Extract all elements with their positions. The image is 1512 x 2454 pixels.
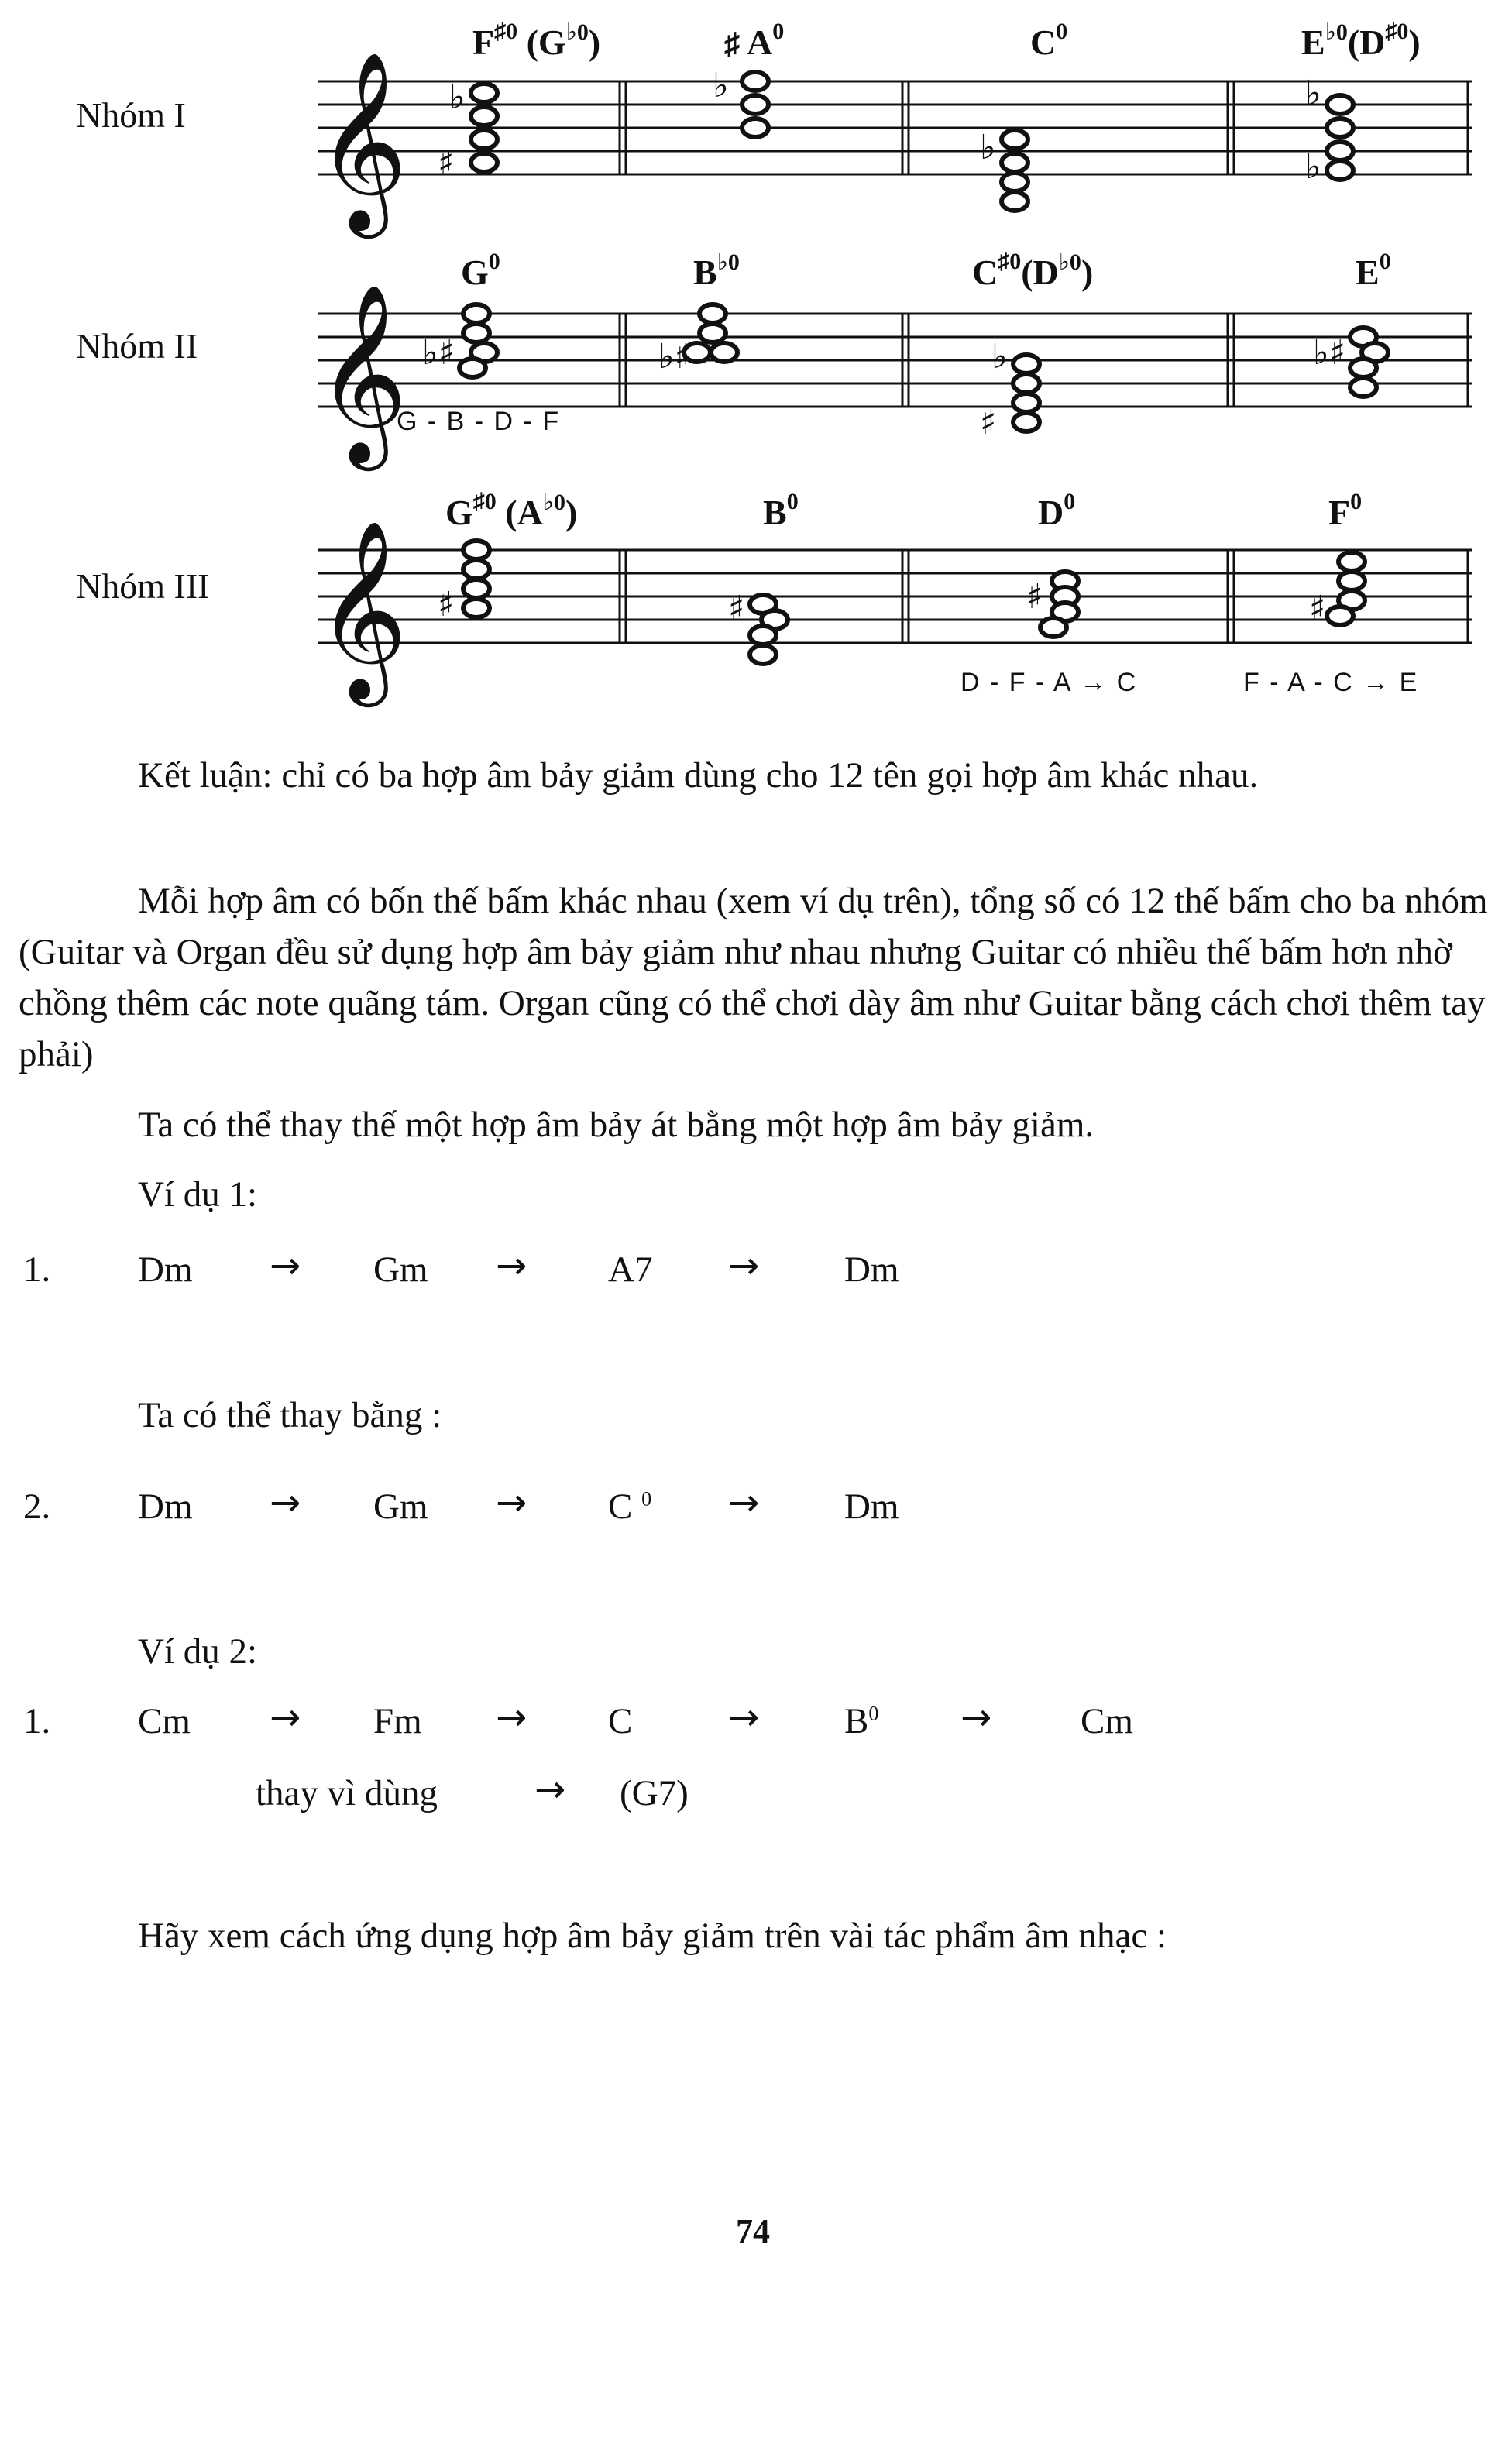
note-sequence: G - B - D - F: [397, 407, 561, 436]
svg-text:♭: ♭: [991, 337, 1008, 376]
chord-symbol: C: [608, 1701, 633, 1741]
chord-label: $D^0$: [1038, 489, 1076, 532]
chord-symbol: Cm: [138, 1701, 191, 1741]
line-number: 1.: [23, 1701, 51, 1741]
svg-text:♯: ♯: [438, 143, 455, 183]
replace-label: Ta có thể thay bằng :: [138, 1395, 442, 1435]
example-label: Ví dụ 2:: [138, 1631, 258, 1672]
arrow-icon: →: [960, 1696, 992, 1739]
chord-symbol: Dm: [844, 1249, 899, 1290]
chord-symbol: Dm: [138, 1249, 193, 1290]
note-sequence: D - F - A → C: [960, 668, 1138, 697]
chord-symbol: A7: [608, 1249, 653, 1290]
group-label: Nhóm I: [76, 95, 186, 135]
chord-symbol: Dm: [844, 1486, 899, 1527]
svg-text:♯: ♯: [1309, 589, 1326, 628]
chord-notes: [1313, 328, 1388, 397]
chord-label: $C^{♯0}(D^{♭0})$: [972, 249, 1094, 292]
line-number: 2.: [23, 1486, 51, 1527]
instead-text: thay vì dùng: [256, 1773, 438, 1813]
chord-notes: [422, 304, 497, 377]
chord-notes: [728, 589, 788, 664]
chord-symbol: Gm: [373, 1249, 428, 1290]
chord-label: $F^{♯0}$ $(G^{♭0})$: [472, 19, 601, 62]
arrow-icon: →: [496, 1696, 527, 1739]
group-label: Nhóm II: [76, 326, 198, 366]
svg-text:♭: ♭: [1305, 147, 1321, 187]
treble-clef-icon: 𝄞: [316, 283, 408, 463]
arrow-icon: →: [270, 1481, 301, 1524]
chord-notes: [438, 77, 497, 183]
svg-text:♯: ♯: [438, 585, 455, 624]
closing-sentence: Hãy xem cách ứng dụng hợp âm bảy giảm trên vài tác phẩm âm nhạc :: [138, 1916, 1167, 1956]
note-sequence: F - A - C → E: [1243, 668, 1419, 697]
page-number: 74: [736, 2212, 770, 2250]
svg-text:♭: ♭: [449, 77, 466, 117]
chord-label: $E^{♭0}(D^{♯0})$: [1301, 19, 1421, 62]
arrow-icon: →: [270, 1696, 301, 1739]
chord-notes: [1305, 74, 1353, 187]
svg-text:♭: ♭: [980, 128, 996, 167]
chord-label: $E^0$: [1356, 249, 1391, 292]
chord-notes: [713, 66, 768, 137]
dim-mark: 0: [868, 1702, 879, 1725]
dim-mark: 0: [641, 1487, 652, 1511]
body-paragraph: Ta có thể thay thế một hợp âm bảy át bằng một hợp âm bảy giảm.: [138, 1105, 1094, 1145]
chord-notes: [980, 337, 1040, 442]
chord-symbol: Dm: [138, 1486, 193, 1527]
chord-symbol: Gm: [373, 1486, 428, 1527]
body-paragraph: Mỗi hợp âm có bốn thế bấm khác nhau (xem ví dụ trên), tổng số có 12 thế bấm cho ba nhóm (Guitar và Organ đều sử dụng hợp âm bảy giảm như nhau nhưng Guitar có nhiều thế bấm hơn nhờ chồng thêm các note quãng tám. Organ cũng có thể chơi dày âm như Guitar bằng cách chơi thêm tay phải): [19, 881, 1488, 1074]
chord-notes: [438, 541, 490, 624]
chord-label: $B^0$: [763, 489, 799, 532]
chord-notes: [980, 128, 1028, 211]
chord-symbol: Fm: [373, 1701, 422, 1741]
chord-notes: [658, 304, 737, 376]
arrow-icon: →: [728, 1481, 760, 1524]
chord-symbol: (G7): [620, 1773, 689, 1813]
example-label: Ví dụ 1:: [138, 1174, 258, 1215]
chord-label: $B^{♭0}$: [693, 249, 740, 292]
svg-text:♭♯: ♭♯: [658, 337, 692, 376]
svg-text:♭: ♭: [713, 66, 729, 105]
chord-symbol: Cm: [1081, 1701, 1133, 1741]
svg-text:♯: ♯: [728, 589, 745, 628]
chord-label: $F^0$: [1328, 489, 1363, 532]
chord-label: $G^0$: [461, 249, 500, 292]
arrow-icon: →: [496, 1244, 527, 1287]
music-staff: [0, 515, 1512, 699]
svg-text:♭: ♭: [1305, 74, 1321, 113]
music-staff: [0, 279, 1512, 463]
svg-text:♭♯: ♭♯: [1313, 333, 1346, 373]
arrow-icon: →: [270, 1244, 301, 1287]
svg-text:♯: ♯: [980, 403, 997, 442]
arrow-icon: →: [534, 1768, 566, 1811]
arrow-icon: →: [496, 1481, 527, 1524]
chord-label: $G^{♯0}$ $(A^{♭0})$: [445, 489, 578, 532]
chord-symbol: $B^0$: [844, 1701, 879, 1741]
arrow-icon: →: [728, 1244, 760, 1287]
treble-clef-icon: 𝄞: [316, 50, 408, 231]
group-label: Nhóm III: [76, 566, 210, 606]
treble-clef-icon: 𝄞: [316, 519, 408, 699]
chord-label: ♯ $A^0$: [724, 19, 785, 62]
arrow-icon: →: [728, 1696, 760, 1739]
music-staff: [0, 46, 1512, 231]
chord-label: $C^0$: [1030, 19, 1068, 62]
svg-text:♭♯: ♭♯: [422, 333, 455, 373]
conclusion-paragraph: Kết luận: chỉ có ba hợp âm bảy giảm dùng cho 12 tên gọi hợp âm khác nhau.: [138, 755, 1259, 796]
chord-notes: [1026, 572, 1078, 637]
svg-text:♯: ♯: [1026, 577, 1043, 617]
chord-symbol: C $^0$: [608, 1486, 652, 1527]
line-number: 1.: [23, 1249, 51, 1290]
chord-notes: [1309, 552, 1365, 628]
